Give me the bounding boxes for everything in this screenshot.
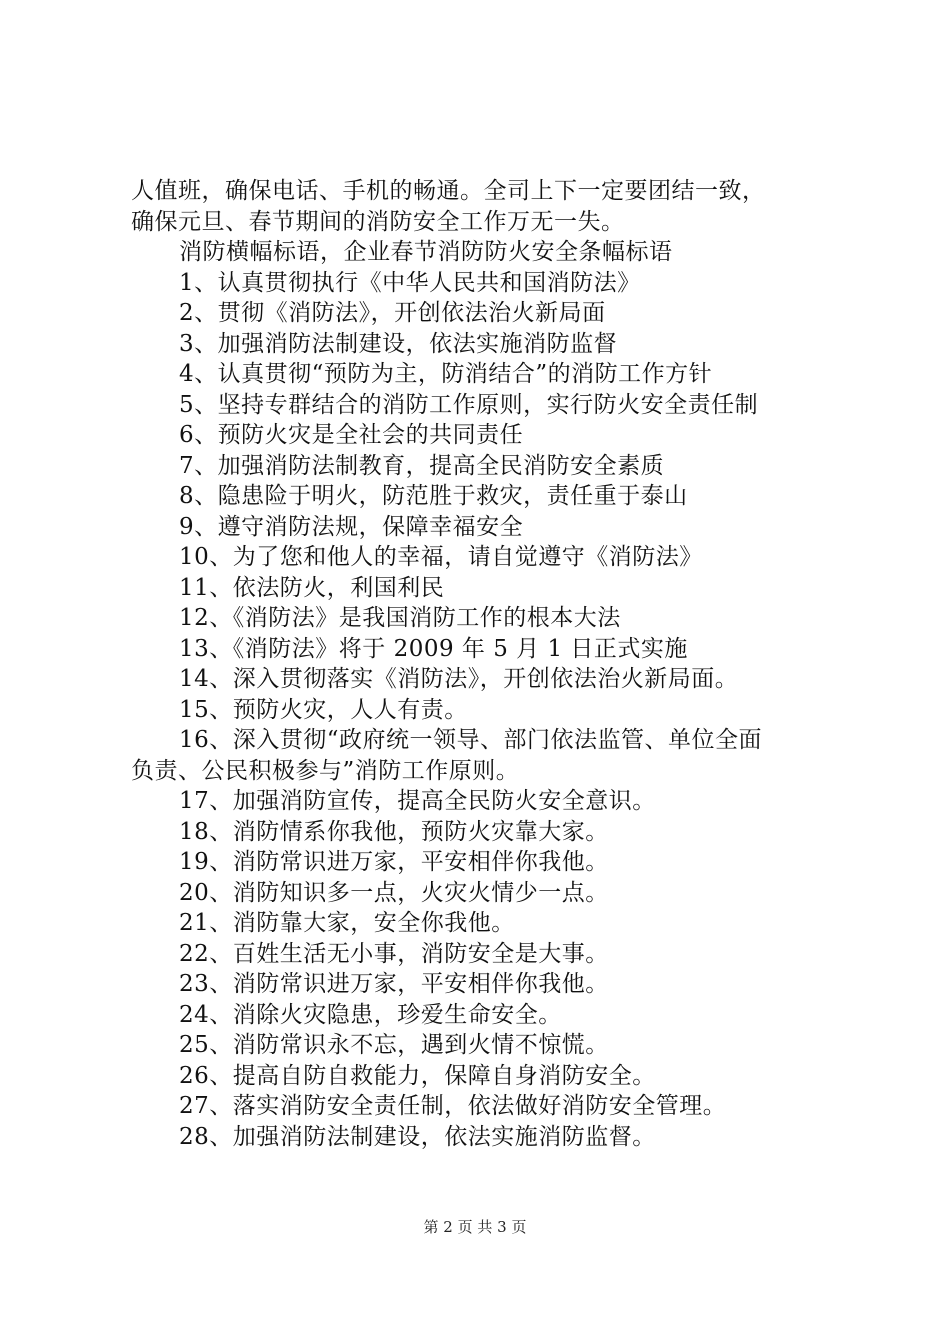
- slogan-item: 24、消除火灾隐患，珍爱生命安全。: [179, 1001, 562, 1028]
- slogan-item: 15、预防火灾，人人有责。: [179, 696, 468, 723]
- slogan-item: 25、消防常识永不忘，遇到火情不惊慌。: [179, 1032, 609, 1058]
- slogan-item: 23、消防常识进万家，平安相伴你我他。: [179, 971, 609, 997]
- slogan-item: 8、隐患险于明火，防范胜于救灾，责任重于泰山: [179, 483, 688, 509]
- slogan-item: 26、提高自防自救能力，保障自身消防安全。: [179, 1062, 656, 1089]
- document-body: [131, 176, 831, 1152]
- slogan-item: 22、百姓生活无小事，消防安全是大事。: [179, 940, 609, 967]
- slogan-item: 18、消防情系你我他，预防火灾靠大家。: [179, 818, 609, 845]
- page-number-footer: 第 2 页 共 3 页: [423, 1218, 527, 1236]
- slogan-item: 10、为了您和他人的幸福，请自觉遵守《消防法》: [179, 544, 703, 570]
- slogan-item: 7、加强消防法制教育，提高全民消防安全素质: [179, 452, 665, 479]
- slogan-item: 28、加强消防法制建设，依法实施消防监督。: [179, 1123, 656, 1150]
- slogan-item-16-line1: 16、深入贯彻“政府统一领导、部门依法监管、单位全面: [179, 727, 763, 753]
- slogan-item: 4、认真贯彻“预防为主，防消结合”的消防工作方针: [179, 361, 713, 387]
- slogan-item: 14、深入贯彻落实《消防法》，开创依法治火新局面。: [179, 666, 739, 692]
- section-title: 消防横幅标语，企业春节消防防火安全条幅标语: [179, 239, 673, 265]
- slogan-item: 20、消防知识多一点，火灾火情少一点。: [179, 879, 609, 906]
- slogan-item: 19、消防常识进万家，平安相伴你我他。: [179, 849, 609, 875]
- slogan-item: 3、加强消防法制建设，依法实施消防监督: [179, 330, 618, 357]
- slogan-item: 6、预防火灾是全社会的共同责任: [179, 422, 524, 448]
- slogan-item: 17、加强消防宣传，提高全民防火安全意识。: [179, 788, 656, 814]
- slogan-item: 1、认真贯彻执行《中华人民共和国消防法》: [179, 269, 641, 296]
- slogan-item: 13、《消防法》将于 2009 年 5 月 1 日正式实施: [179, 635, 688, 662]
- slogan-item-16-line2: 负责、公民积极参与”消防工作原则。: [131, 757, 520, 784]
- intro-line: 确保元旦、春节期间的消防安全工作万无一失。: [131, 208, 625, 235]
- intro-line: 人值班，确保电话、手机的畅通。全司上下一定要团结一致，: [131, 178, 766, 204]
- slogan-item: 27、落实消防安全责任制，依法做好消防安全管理。: [179, 1093, 727, 1119]
- slogan-item: 21、消防靠大家，安全你我他。: [179, 910, 515, 936]
- slogan-item: 11、依法防火，利国利民: [179, 574, 445, 601]
- slogan-item: 2、贯彻《消防法》，开创依法治火新局面: [179, 300, 606, 326]
- slogan-item: 12、《消防法》是我国消防工作的根本大法: [179, 605, 621, 631]
- slogan-item: 9、遵守消防法规，保障幸福安全: [179, 513, 524, 540]
- slogan-item: 5、坚持专群结合的消防工作原则，实行防火安全责任制: [179, 391, 759, 418]
